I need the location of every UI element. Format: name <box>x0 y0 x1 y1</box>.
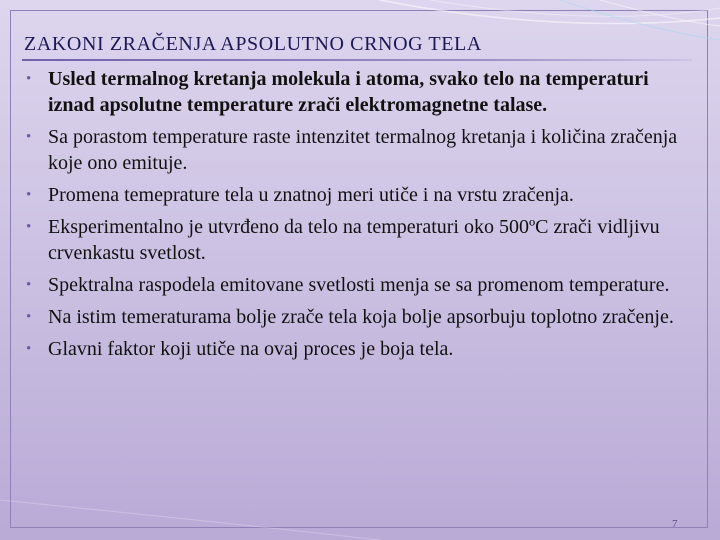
bullet-icon: • <box>26 187 32 203</box>
bullet-item <box>22 214 692 266</box>
bullet-text: Promena temeprature tela u znatnoj meri utiče i na vrstu zračenja. <box>48 184 574 206</box>
title-underline <box>22 59 692 61</box>
bullet-icon: • <box>26 341 32 357</box>
bullet-text: Spektralna raspodela emitovane svetlosti menja se sa promenom temperature. <box>48 274 670 296</box>
bullet-icon: • <box>26 309 32 325</box>
bullet-text: Glavni faktor koji utiče na ovaj proces je boja tela. <box>48 338 454 360</box>
bullet-list <box>22 66 692 368</box>
slide-title: ZAKONI ZRAČENJA APSOLUTNO CRNOG TELA <box>24 33 482 55</box>
page-number: 7 <box>672 518 678 530</box>
bullet-item <box>22 124 692 176</box>
bullet-icon: • <box>26 277 32 293</box>
bullet-text: Eksperimentalno je utvrđeno da telo na temperaturi oko 500ºC zrači vidljivu crvenkastu svetlost. <box>48 216 660 264</box>
bullet-text: Sa porastom temperature raste intenzitet termalnog kretanja i količina zračenja koje ono emituje. <box>48 126 678 174</box>
bullet-item <box>22 272 692 298</box>
bullet-item <box>22 182 692 208</box>
bullet-icon: • <box>26 129 32 145</box>
bullet-item <box>22 336 692 362</box>
bullet-item <box>22 304 692 330</box>
bullet-text: Usled termalnog kretanja molekula i atoma, svako telo na temperaturi iznad apsolutne temperature zrači elektromagnetne talase. <box>48 68 649 116</box>
bullet-icon: • <box>26 71 32 87</box>
bullet-icon: • <box>26 219 32 235</box>
bullet-text: Na istim temeraturama bolje zrače tela koja bolje apsorbuju toplotno zračenje. <box>48 306 674 328</box>
bullet-item <box>22 66 692 118</box>
